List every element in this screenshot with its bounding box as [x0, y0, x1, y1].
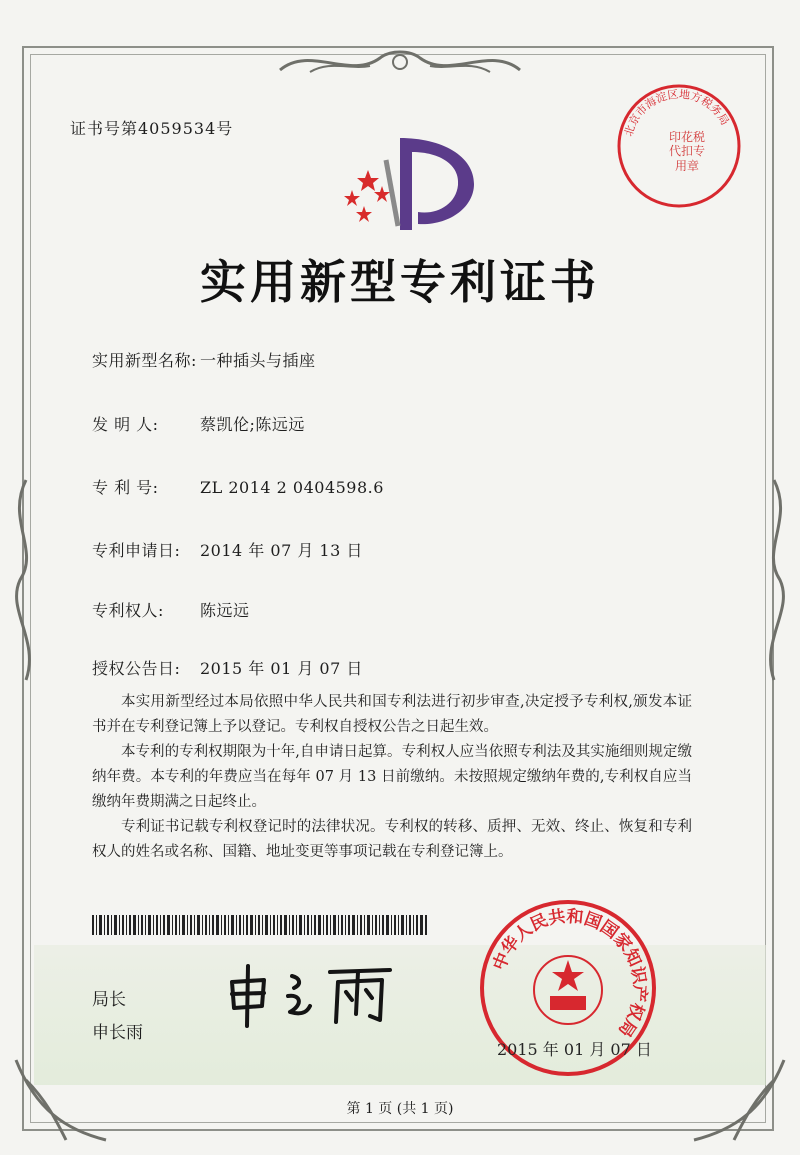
field-patentee — [92, 598, 250, 621]
cnipa-logo-icon — [330, 130, 480, 240]
field-value: 2014 年 07 月 13 日 — [200, 541, 363, 560]
field-inventor — [92, 412, 305, 435]
field-label: 专利申请日: — [92, 541, 181, 560]
legal-paragraph: 本专利的专利权期限为十年,自申请日起算。专利权人应当依照专利法及其实施细则规定缴纳年费。本专利的年费应当在每年 07 月 13 日前缴纳。未按照规定缴纳年费的,专利权自应当缴纳年费期满之日起终止。 — [92, 744, 692, 810]
field-value: 蔡凯伦;陈远远 — [200, 415, 305, 434]
field-patent-number — [92, 475, 384, 498]
field-value: ZL 2014 2 0404598.6 — [200, 478, 384, 497]
field-label: 专 利 号: — [92, 478, 159, 497]
tax-stamp-center-text: 印花税代扣专用章 — [668, 130, 705, 173]
issue-date: 2015 年 01 月 07 日 — [497, 1040, 652, 1059]
field-label: 授权公告日: — [92, 659, 181, 678]
seal-ring-text: 中华人民共和国国家知识产权局 — [489, 906, 650, 1041]
field-filing-date — [92, 538, 363, 561]
field-utility-model-name — [92, 348, 316, 371]
director-signature-icon — [220, 960, 400, 1030]
field-label: 发 明 人: — [92, 415, 159, 434]
field-grant-date — [92, 656, 363, 679]
tax-stamp-seal — [615, 82, 743, 210]
tax-stamp-ring-text: 北京市海淀区地方税务局 — [621, 87, 732, 138]
left-ornament-icon — [6, 470, 40, 690]
director-name: 申长雨 — [92, 1023, 143, 1043]
right-ornament-icon — [760, 470, 794, 690]
field-value: 2015 年 01 月 07 日 — [200, 659, 363, 678]
legal-paragraph: 本实用新型经过本局依照中华人民共和国专利法进行初步审查,决定授予专利权,颁发本证书并在专利登记簿上予以登记。专利权自授权公告之日起生效。 — [92, 694, 692, 735]
director-title: 局长 — [92, 990, 126, 1010]
field-label: 实用新型名称: — [92, 351, 197, 370]
field-label: 专利权人: — [92, 601, 164, 620]
certificate-number: 证书号第4059534号 — [70, 119, 234, 138]
page-number: 第 1 页 (共 1 页) — [346, 1101, 454, 1117]
certificate-title: 实用新型专利证书 — [200, 255, 600, 309]
field-value: 一种插头与插座 — [200, 351, 316, 370]
legal-paragraph: 专利证书记载专利权登记时的法律状况。专利权的转移、质押、无效、终止、恢复和专利权人的姓名或名称、国籍、地址变更等事项记载在专利登记簿上。 — [92, 819, 692, 860]
barcode-icon — [92, 915, 427, 935]
field-value: 陈远远 — [200, 601, 250, 620]
legal-text — [92, 690, 692, 865]
top-ornament-icon — [270, 40, 530, 82]
